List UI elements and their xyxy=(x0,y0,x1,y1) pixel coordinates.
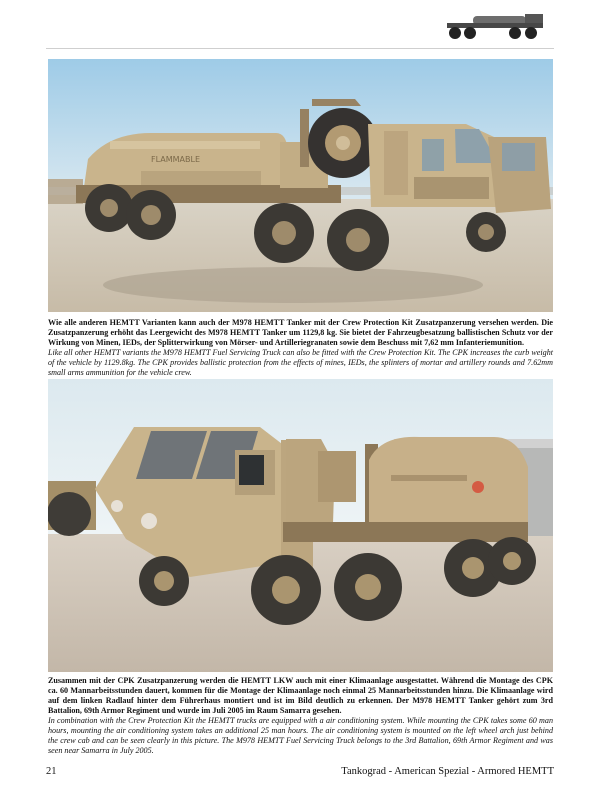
top-truck-photo xyxy=(48,59,553,312)
bottom-caption-german: Zusammen mit der CPK Zusatzpanzerung werden die HEMTT LKW auch mit einer Klimaanlage ausgestattet. Während die Montage des CPK ca. 60 Mannarbeitsstunden dauert, kommen für die Montage der Klimaanlage noch einmal 25 Mannarbeitsstunden hinzu. Die Klimaanlage wird auf dem linken Radlauf hinter dem Führerhaus montiert und ist im Bild deutlich zu erkennen. Der M978 HEMTT Tanker gehört zum 3rd Battalion, 69th Armor Regiment und wurde im Juli 2005 im Raum Samarra gesehen. xyxy=(48,676,553,715)
page-footer xyxy=(46,766,554,784)
bottom-truck-photo xyxy=(48,379,553,672)
header-divider xyxy=(46,48,554,49)
top-photo-caption xyxy=(48,318,553,378)
header-truck-thumbnail-icon xyxy=(443,8,551,42)
publication-title: Tankograd - American Spezial - Armored HEMTT xyxy=(341,766,554,777)
top-caption-english: Like all other HEMTT variants the M978 HEMTT Fuel Servicing Truck can also be fitted with the Crew Protection Kit. The CPK increases the curb weight of the vehicle by 1129.8kg. The CPK provides ballistic protection from the effects of mines, IEDs, the splinters of mortar and artillery rounds and 7.62mm small arms ammunition for the vehicle crew. xyxy=(48,348,553,377)
page-header xyxy=(0,0,600,48)
page-number: 21 xyxy=(46,766,57,777)
bottom-caption-english: In combination with the Crew Protection Kit the HEMTT trucks are equipped with a air conditioning system. While mounting the CPK takes some 60 man hours, mounting the air conditioning system takes an additional 25 man hours. The air conditioning system is mounted on the left wheel arch just behind the crew cab and can be seen clearly in this picture. The M978 HEMTT Fuel Servicing Truck belongs to the 3rd Battalion, 69th Armor Regiment and was seen near Samarra in July 2005. xyxy=(48,716,553,755)
top-caption-german: Wie alle anderen HEMTT Varianten kann auch der M978 HEMTT Tanker mit der Crew Protection Kit Zusatzpanzerung versehen werden. Die Zusatzpanzerung erhöht das Leergewicht des M978 HEMTT Tanker um 1129,8 kg. Sie bietet der Fahrzeugbesatzung ballistischen Schutz vor der Wirkung von Minen, IEDs, der Splitterwirkung von Mörser- und Artilleriegranaten sowie dem Beschuss mit 7,62 mm Infanteriemunition. xyxy=(48,318,553,347)
bottom-photo-caption xyxy=(48,676,553,756)
top-photo-tank-marking: FLAMMABLE xyxy=(151,155,200,164)
